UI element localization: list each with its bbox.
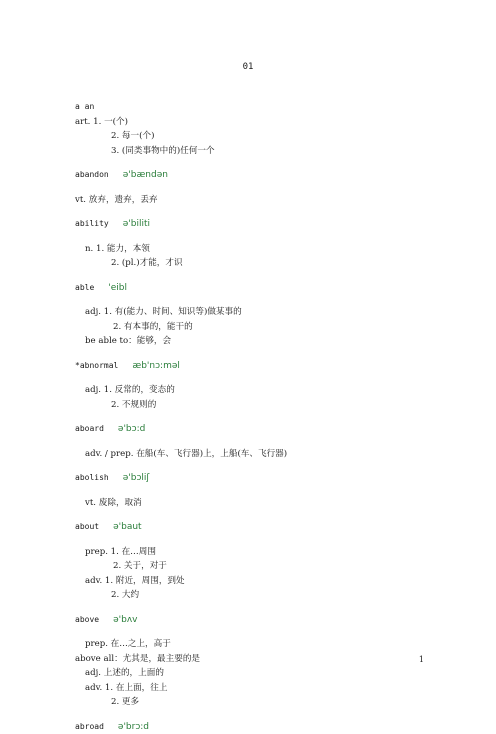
headword: *abnormal: [75, 361, 118, 370]
definition-line: be able to：能够，会: [75, 334, 435, 349]
spacer: [75, 271, 435, 281]
entry-headword-line: [75, 720, 435, 734]
definition-line: prep. 1. 在…周围: [75, 545, 435, 560]
definition-line: adv. 1. 在上面，往上: [75, 681, 435, 696]
spacer: [75, 603, 435, 613]
headword: abroad: [75, 722, 104, 731]
spacer: [75, 349, 435, 359]
spacer: [75, 207, 435, 217]
definition-line: 2. 大约: [75, 588, 435, 603]
definition-line: 2. 不规则的: [75, 398, 435, 413]
phonetic-transcription: ə'bændən: [123, 170, 168, 180]
spacer: [75, 412, 435, 422]
headword: ability: [75, 219, 109, 228]
entry-headword-line: [75, 281, 435, 296]
definition-line: vt. 废除，取消: [75, 496, 435, 511]
spacer: [75, 535, 435, 545]
phonetic-transcription: 'eibl: [108, 283, 127, 293]
definition-line: vt. 放弃，遗弃，丢弃: [75, 193, 435, 208]
spacer: [75, 627, 435, 637]
headword: abolish: [75, 473, 109, 482]
definition-line: art. 1. 一(个): [75, 115, 435, 130]
spacer: [75, 158, 435, 168]
definition-line: adj. 上述的，上面的: [75, 666, 435, 681]
definition-line: adj. 1. 反常的，变态的: [75, 383, 435, 398]
definition-line: 2. 关于，对于: [75, 559, 435, 574]
phonetic-transcription: ə'brɔ:d: [118, 722, 149, 732]
page-header: 01: [0, 62, 496, 72]
entry-headword-line: [75, 217, 435, 232]
entry-headword-line: [75, 520, 435, 535]
phonetic-transcription: ə'biliti: [123, 219, 150, 229]
spacer: [75, 232, 435, 242]
definition-line: adv. / prep. 在船(车、飞行器)上，上船(车、飞行器): [75, 447, 435, 462]
definition-line: 3. (同类事物中的)任何一个: [75, 144, 435, 159]
spacer: [75, 486, 435, 496]
phonetic-transcription: æb'nɔ:məl: [132, 361, 180, 371]
entry-headword-line: [75, 471, 435, 486]
definition-line: prep. 在…之上，高于: [75, 637, 435, 652]
spacer: [75, 373, 435, 383]
entry-headword-line: [75, 422, 435, 437]
page-number: 1: [419, 655, 424, 664]
phonetic-transcription: ə'bɔliʃ: [123, 473, 150, 483]
phonetic-transcription: ə'baut: [113, 522, 141, 532]
vocabulary-list: [75, 100, 435, 734]
definition-line: 2. 有本事的，能干的: [75, 320, 435, 335]
phonetic-transcription: ə'bʌv: [113, 615, 137, 625]
definition-line: adv. 1. 附近，周围，到处: [75, 574, 435, 589]
headword: abandon: [75, 170, 109, 179]
phonetic-transcription: ə'bɔ:d: [118, 424, 145, 434]
spacer: [75, 461, 435, 471]
spacer: [75, 710, 435, 720]
entry-headword-line: [75, 168, 435, 183]
entry-headword-line: [75, 613, 435, 628]
headword: able: [75, 283, 94, 292]
headword: about: [75, 522, 99, 531]
definition-line: a an: [75, 100, 435, 115]
headword: above: [75, 615, 99, 624]
definition-line: 2. 每一(个): [75, 129, 435, 144]
spacer: [75, 510, 435, 520]
definition-line: 2. 更多: [75, 695, 435, 710]
definition-line: adj. 1. 有(能力、时间、知识等)做某事的: [75, 305, 435, 320]
definition-line: n. 1. 能力，本领: [75, 242, 435, 257]
spacer: [75, 183, 435, 193]
definition-line: above all：尤其是，最主要的是: [75, 652, 435, 667]
spacer: [75, 437, 435, 447]
entry-headword-line: [75, 359, 435, 374]
spacer: [75, 295, 435, 305]
headword: aboard: [75, 424, 104, 433]
definition-line: 2. (pl.)才能，才识: [75, 256, 435, 271]
